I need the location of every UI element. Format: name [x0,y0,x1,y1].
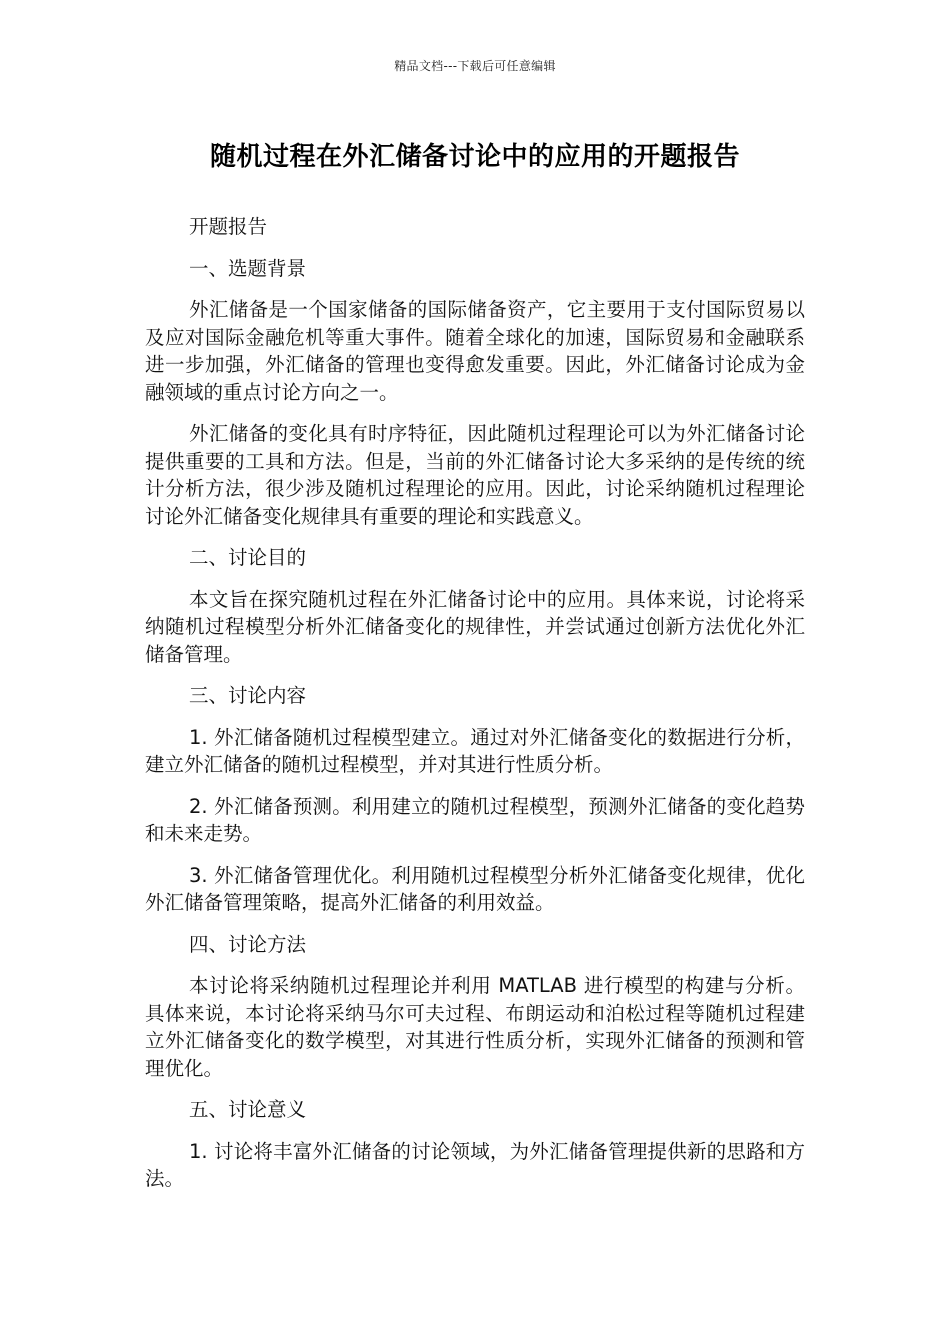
document-body [145,213,805,1207]
paragraph-method: 本讨论将采纳随机过程理论并利用 MATLAB 进行模型的构建与分析。具体来说，本讨论将采纳马尔可夫过程、布朗运动和泊松过程等随机过程建立外汇储备变化的数学模型，对其进行性质分析，实现外汇储备的预测和管理优化。 [145,974,805,1080]
section-heading-purpose: 二、讨论目的 [189,546,307,569]
paragraph-content-3: 3. 外汇储备管理优化。利用随机过程模型分析外汇储备变化规律，优化外汇储备管理策略，提高外汇储备的利用效益。 [145,863,805,914]
paragraph-content-2: 2. 外汇储备预测。利用建立的随机过程模型，预测外汇储备的变化趋势和未来走势。 [145,794,805,845]
section-heading-method: 四、讨论方法 [189,932,307,956]
paragraph-significance-1: 1. 讨论将丰富外汇储备的讨论领域，为外汇储备管理提供新的思路和方法。 [145,1139,805,1190]
intro-label: 开题报告 [189,215,268,238]
paragraph-purpose: 本文旨在探究随机过程在外汇储备讨论中的应用。具体来说，讨论将采纳随机过程模型分析外汇储备变化的规律性，并尝试通过创新方法优化外汇储备管理。 [145,587,805,666]
document-title: 随机过程在外汇储备讨论中的应用的开题报告 [209,142,740,172]
section-heading-background: 一、选题背景 [189,256,307,280]
header-note: 精品文档---下载后可任意编辑 [394,59,556,73]
section-heading-significance: 五、讨论意义 [189,1098,307,1121]
paragraph-background-2: 外汇储备的变化具有时序特征，因此随机过程理论可以为外汇储备讨论提供重要的工具和方法。但是，当前的外汇储备讨论大多采纳的是传统的统计分析方法，很少涉及随机过程理论的应用。因此，讨论采纳随机过程理论讨论外汇储备变化规律具有重要的理论和实践意义。 [145,422,805,528]
section-heading-content: 三、讨论内容 [189,684,307,707]
paragraph-background-1: 外汇储备是一个国家储备的国际储备资产，它主要用于支付国际贸易以及应对国际金融危机等重大事件。随着全球化的加速，国际贸易和金融联系进一步加强，外汇储备的管理也变得愈发重要。因此，外汇储备讨论成为金融领域的重点讨论方向之一。 [145,298,805,404]
paragraph-content-1: 1. 外汇储备随机过程模型建立。通过对外汇储备变化的数据进行分析，建立外汇储备的随机过程模型，并对其进行性质分析。 [145,725,805,776]
